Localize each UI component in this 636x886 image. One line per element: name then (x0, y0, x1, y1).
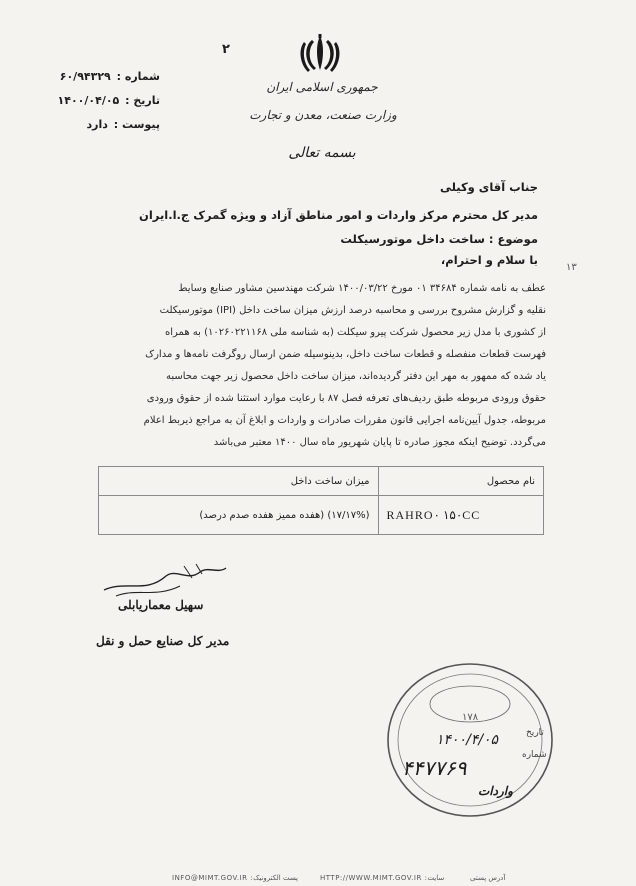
letter-attachment-value: دارد (86, 118, 108, 131)
signatory-name: سهیل معماریابلی (118, 598, 204, 612)
recipient-title: جناب آقای وکیلی (439, 180, 538, 194)
cell-product: RAHRO۰ ۱۵۰CC (378, 496, 544, 535)
body-line: فهرست قطعات منفصله و قطعات ساخت داخل، بدینوسیله ضمن ارسال روگرفت نامه‌ها و مدارک (145, 349, 546, 360)
col-header-product: نام محصول (378, 467, 544, 496)
org-name-line-2: وزارت صنعت، معدن و تجارت (249, 108, 397, 122)
footer-address: آدرس پستی (470, 874, 506, 882)
table-row (99, 496, 544, 535)
body-line: یاد شده که ممهور به مهر این دفتر گردیده‌اند، میزان ساخت داخل محصول زیر جهت محاسبه (165, 371, 546, 382)
table-header-row (99, 467, 544, 496)
letter-attachment (40, 118, 160, 131)
invocation: بسمه تعالی (288, 145, 356, 161)
signatory-title: مدیر کل صنایع حمل و نقل (96, 634, 230, 648)
stamp-date: ۱۴۰۰/۴/۰۵ (436, 732, 499, 748)
signature-scribble (96, 560, 236, 600)
body-line: عطف به نامه شماره ۳۴۶۸۴ ۰۱ مورخ ۱۴۰۰/۰۳/۲۲ شرکت مهندسین مشاور صنایع وسایط (178, 283, 546, 294)
body-line: مربوطه، جدول آیین‌نامه اجرایی قانون مقررات صادرات و واردات و ابلاغ آن به مراجع ذیربط اعلام (143, 415, 546, 426)
stamp-number: ۴۴۷۷۶۹ (402, 756, 467, 780)
stamp-number-label: شماره (522, 750, 547, 760)
stamp-department: واردات (478, 784, 513, 798)
product-table (98, 466, 544, 535)
stamp-code: ۱۷۸ (462, 712, 479, 723)
letter-date-value: ۱۴۰۰/۰۴/۰۵ (57, 94, 120, 107)
body-line: می‌گردد. توضیح اینکه مجوز صادره تا پایان شهریور ماه سال ۱۴۰۰ معتبر می‌باشد (213, 437, 546, 448)
col-header-local-percent: میزان ساخت داخل (99, 467, 379, 496)
margin-mark: ۱۳ (566, 262, 577, 273)
iran-emblem-icon (296, 32, 344, 76)
letter-date (40, 94, 160, 107)
body-line: نقلیه و گزارش مشروح بررسی و محاسبه درصد ارزش میزان ساخت داخل (IPI) موتورسیکلت (159, 305, 546, 316)
footer-website: HTTP://WWW.MIMT.GOV.IR :سایت (320, 874, 445, 882)
stamp-date-label: تاریخ (526, 728, 544, 738)
footer-email: INFO@MIMT.GOV.IR :پست الکترونیک (172, 874, 299, 882)
body-line: حقوق ورودی مربوطه طبق ردیف‌های تعرفه فصل ۸۷ با رعایت موارد استثنا شده از حقوق ورودی (146, 393, 546, 404)
letter-number (40, 70, 160, 83)
corner-mark: ۲ (222, 42, 230, 57)
recipient-line: مدیر کل محترم مرکز واردات و امور مناطق آزاد و ویژه گمرک ج.ا.ایران (139, 208, 538, 222)
letter-attachment-label: پیوست : (113, 118, 160, 131)
letter-number-label: شماره : (116, 70, 160, 83)
letter-date-label: تاریخ : (125, 94, 160, 107)
cell-local-percent: (۱۷/۱۷%) (هفده ممیز هفده صدم درصد) (99, 496, 379, 535)
body-line: از کشوری با مدل زیر محصول شرکت پیرو سیکلت (به شناسه ملی ۱۰۲۶۰۲۲۱۱۶۸) به همراه (165, 327, 546, 338)
greeting: با سلام و احترام، (440, 253, 538, 267)
subject-line: موضوع : ساخت داخل موتورسیکلت (340, 232, 538, 246)
org-name-line-1: جمهوری اسلامی ایران (266, 80, 378, 94)
letter-number-value: ۶۰/۹۴۳۲۹ (59, 70, 111, 83)
